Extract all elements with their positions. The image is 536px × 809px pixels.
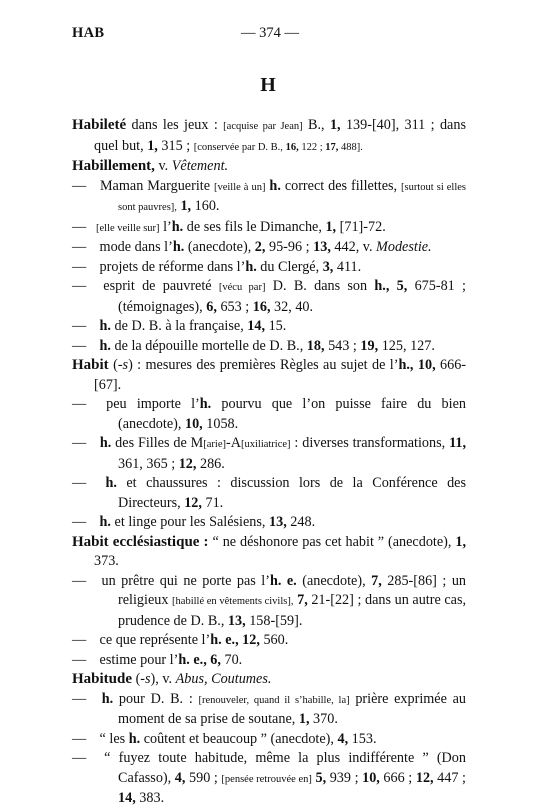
dash: —: [72, 396, 87, 412]
subentry: [72, 395, 466, 434]
dash: —: [72, 730, 87, 747]
volume-number: 17,: [325, 141, 339, 153]
volume-number: 4,: [174, 769, 186, 786]
editorial-note: [pensée retrouvée en]: [221, 773, 312, 785]
dash: —: [72, 177, 87, 194]
abbrev: h.: [96, 435, 112, 451]
editorial-note: 122 ;: [298, 141, 326, 153]
subentry: [72, 572, 466, 632]
subentry: [72, 690, 466, 730]
dash: —: [72, 632, 87, 648]
entry-text: 71.: [201, 494, 224, 511]
entry-text: 543 ;: [324, 337, 361, 354]
entry-text: 153.: [348, 730, 377, 747]
entry-text: pourvu que l’on puisse faire du bien (anecdote),: [118, 396, 466, 432]
cross-reference: Vêtement.: [171, 158, 229, 174]
entry-text: 315 ;: [157, 137, 194, 154]
volume-number: 7,: [371, 572, 382, 589]
entry-text: (anecdote),: [184, 239, 255, 255]
entry-text: 939 ;: [326, 769, 363, 786]
entry-text: du Clergé,: [256, 258, 323, 275]
entry-text: 666-[67].: [94, 357, 467, 393]
index-content: [72, 116, 466, 809]
entry-text: 32, 40.: [270, 298, 314, 315]
entry-text: 95-96 ;: [265, 239, 314, 255]
dash: —: [72, 218, 87, 235]
editorial-note: [uxiliatrice]: [240, 439, 291, 450]
entry-text: coûtent et beaucoup ” (anecdote),: [140, 730, 338, 747]
entry-habillement: [72, 157, 466, 177]
entry-text: de D. B. à la française,: [110, 318, 248, 334]
entry-text: Maman Marguerite: [96, 177, 214, 194]
volume-number: 10,: [184, 415, 203, 432]
dash: —: [72, 514, 87, 530]
dash: —: [72, 435, 87, 451]
entry-text: de la dépouille mortelle de D. B.,: [110, 337, 307, 354]
volume-number: 4,: [337, 730, 349, 747]
abbrev: h.: [199, 396, 212, 412]
page-number: — 374 —: [241, 25, 299, 41]
volume-number: 1,: [455, 533, 466, 550]
volume-number: 14,: [247, 318, 266, 334]
subentry: [72, 258, 466, 278]
entry-text: (: [108, 357, 118, 373]
abbrev: h.: [245, 258, 257, 275]
entry-text: “ ne déshonore pas cet habit ” (anecdote),: [208, 533, 456, 550]
abbrev: h.: [96, 514, 111, 530]
subentry: [72, 651, 466, 671]
entry-text: 590 ;: [185, 769, 222, 786]
entry-text: 21-[22] ; dans un autre cas, prudence de D. B.,: [118, 592, 467, 629]
entry-text: correct des fillettes,: [280, 177, 402, 194]
volume-number: 10,: [417, 357, 436, 373]
subentry: [72, 177, 466, 218]
volume-number: 10,: [362, 769, 380, 786]
cross-reference: Abus, Coutumes.: [175, 671, 272, 687]
dash: —: [72, 239, 87, 255]
entry-text: prière exprimée au moment de sa prise de soutane,: [118, 690, 467, 727]
entry-text: 125, 127.: [378, 337, 435, 354]
entry-text: pour D. B. :: [113, 690, 199, 707]
entry-text: ) : mesures des premières Règles au sujet de l’: [128, 357, 399, 373]
volume-number: 3,: [322, 258, 334, 275]
page-header: [72, 24, 468, 44]
abbrev: h.: [171, 218, 184, 235]
dash: —: [72, 572, 87, 589]
entry-text: -A: [226, 435, 241, 451]
volume-number: 19,: [360, 337, 379, 354]
entry-habitude: [72, 670, 466, 690]
entry-text: 286.: [196, 455, 225, 472]
volume-number: 12,: [178, 455, 197, 472]
subentry: [72, 218, 466, 239]
subentry: [72, 631, 466, 651]
dash: —: [72, 337, 87, 354]
volume-number: 1,: [147, 137, 158, 154]
entry-text: 666 ;: [379, 769, 416, 786]
abbrev: h. e.,: [178, 651, 207, 668]
entry-text: 653 ;: [216, 298, 253, 315]
volume-number: 5,: [396, 278, 408, 294]
subentry: [72, 238, 466, 258]
editorial-note: [elle veille sur]: [96, 222, 160, 234]
editorial-note: [acquise par Jean]: [223, 121, 303, 132]
abbrev: h.: [96, 475, 117, 491]
volume-number: 1,: [298, 711, 310, 727]
editorial-note: [vécu par]: [218, 282, 266, 293]
entry-text: 361, 365 ;: [118, 455, 179, 472]
entry-text: de ses fils le Dimanche,: [183, 218, 326, 235]
entry-text: estime pour l’: [96, 651, 179, 668]
entry-text: peu importe l’: [96, 396, 200, 412]
entry-text: et chaussures : discussion lors de la Conférence des Directeurs,: [116, 475, 467, 511]
subentry: [72, 434, 466, 474]
entry-text: 160.: [191, 198, 220, 214]
dash: —: [72, 318, 87, 334]
headword: Habileté: [72, 117, 127, 133]
entry-habit-ecclesiastique: [72, 533, 466, 572]
editorial-note: [veille à un]: [213, 181, 266, 193]
abbrev: h. e.: [269, 572, 297, 589]
running-head: HAB: [72, 25, 105, 41]
entry-text: 15.: [265, 318, 287, 334]
entry-text: ce que représente l’: [96, 632, 211, 648]
entry-text: : diverses transformations,: [290, 435, 450, 451]
volume-number: 18,: [306, 337, 325, 354]
entry-text: 383.: [135, 790, 165, 806]
headword: Habillement,: [72, 158, 155, 174]
editorial-note: [surtout si elles sont pauvres],: [118, 181, 467, 213]
dash: —: [72, 750, 87, 766]
entry-text: 248.: [286, 514, 316, 530]
entry-text: (: [132, 671, 141, 687]
abbrev: h.: [265, 177, 281, 194]
entry-text: esprit de pauvreté: [96, 278, 219, 294]
entry-text: v.: [154, 158, 172, 174]
volume-number: 1,: [325, 218, 337, 235]
entry-text: 411.: [333, 258, 362, 275]
entry-text: 1058.: [202, 415, 239, 432]
volume-number: 11,: [449, 435, 467, 451]
entry-text: un prêtre qui ne porte pas l’: [96, 572, 270, 589]
dash: —: [72, 690, 87, 707]
entry-text: “ les: [96, 730, 129, 747]
volume-number: 1,: [176, 198, 192, 214]
dash: —: [72, 651, 87, 668]
entry-habit: [72, 356, 466, 395]
abbrev: h.,: [398, 357, 414, 373]
volume-number: 13,: [313, 239, 331, 255]
abbrev: h.: [172, 239, 185, 255]
entry-text: des Filles de M: [111, 435, 204, 451]
entry-text: 373.: [94, 553, 119, 569]
entry-text: 285-[86] ; un religieux: [118, 572, 467, 608]
volume-number: 2,: [254, 239, 266, 255]
volume-number: 12,: [184, 494, 202, 511]
volume-number: 7,: [297, 592, 308, 608]
headword: Habit: [72, 357, 109, 373]
entry-text: dans les jeux :: [126, 117, 224, 133]
entry-text: “ fuyez toute habitude, même la plus indifférente ” (Don Cafasso),: [96, 750, 466, 786]
entry-text: (anecdote),: [296, 572, 372, 589]
dash: —: [72, 258, 87, 275]
volume-number: 13,: [227, 612, 246, 629]
entry-text: l’: [159, 218, 172, 235]
entry-text: projets de réforme dans l’: [96, 258, 246, 275]
entry-text: 442, v.: [330, 239, 377, 255]
headword: Habit ecclésiastique :: [72, 533, 209, 550]
entry-text: 139-[40], 311 ; dans quel but,: [94, 117, 466, 154]
plural-marker: -s: [140, 671, 151, 687]
volume-number: 12,: [242, 632, 260, 648]
volume-number: 6,: [206, 298, 217, 315]
entry-text: ), v.: [150, 671, 176, 687]
entry-text: mode dans l’: [96, 239, 173, 255]
volume-number: 16,: [252, 298, 271, 315]
volume-number: 16,: [285, 141, 299, 153]
editorial-note: [arie]: [203, 439, 226, 450]
entry-habilete: [72, 116, 466, 157]
entry-text: [71]-72.: [336, 218, 386, 235]
entry-text: 70.: [220, 651, 243, 668]
dash: —: [72, 278, 87, 294]
entry-text: B.,: [302, 117, 330, 133]
volume-number: 14,: [118, 790, 136, 806]
editorial-note: [habillé en vêtements civils],: [172, 596, 294, 607]
abbrev: h. e.,: [210, 632, 239, 648]
volume-number: 6,: [210, 651, 221, 668]
entry-text: 447 ;: [433, 769, 466, 786]
subentry: [72, 730, 466, 750]
headword: Habitude: [72, 671, 133, 687]
abbrev: h.,: [374, 278, 390, 294]
section-letter: H: [260, 74, 276, 96]
subentry: [72, 277, 466, 317]
volume-number: 13,: [269, 514, 287, 530]
abbrev: h.: [96, 318, 111, 334]
entry-text: et linge pour les Salésiens,: [110, 514, 269, 530]
entry-text: 370.: [309, 711, 338, 727]
editorial-note: [renouveler, quand il s’habille, la]: [198, 694, 350, 706]
subentry: [72, 317, 466, 337]
entry-text: [389, 278, 396, 294]
cross-reference: Modestie.: [376, 239, 432, 255]
entry-text: 675-81 ; (témoignages),: [118, 278, 466, 315]
editorial-note: 488].: [338, 141, 363, 153]
entry-text: 158-[59].: [245, 612, 303, 629]
subentry: [72, 474, 466, 513]
subentry: [72, 513, 466, 533]
entry-text: 560.: [259, 632, 289, 648]
subentry: [72, 749, 466, 809]
editorial-note: [conservée par D. B.,: [193, 141, 286, 153]
subentry: [72, 337, 466, 357]
abbrev: h.: [128, 730, 141, 747]
dash: —: [72, 475, 87, 491]
volume-number: 5,: [315, 769, 327, 786]
plural-marker: -s: [117, 357, 129, 373]
volume-number: 1,: [329, 117, 341, 133]
abbrev: h.: [96, 337, 111, 354]
abbrev: h.: [96, 690, 114, 707]
entry-text: D. B. dans son: [265, 278, 375, 294]
volume-number: 12,: [415, 769, 434, 786]
